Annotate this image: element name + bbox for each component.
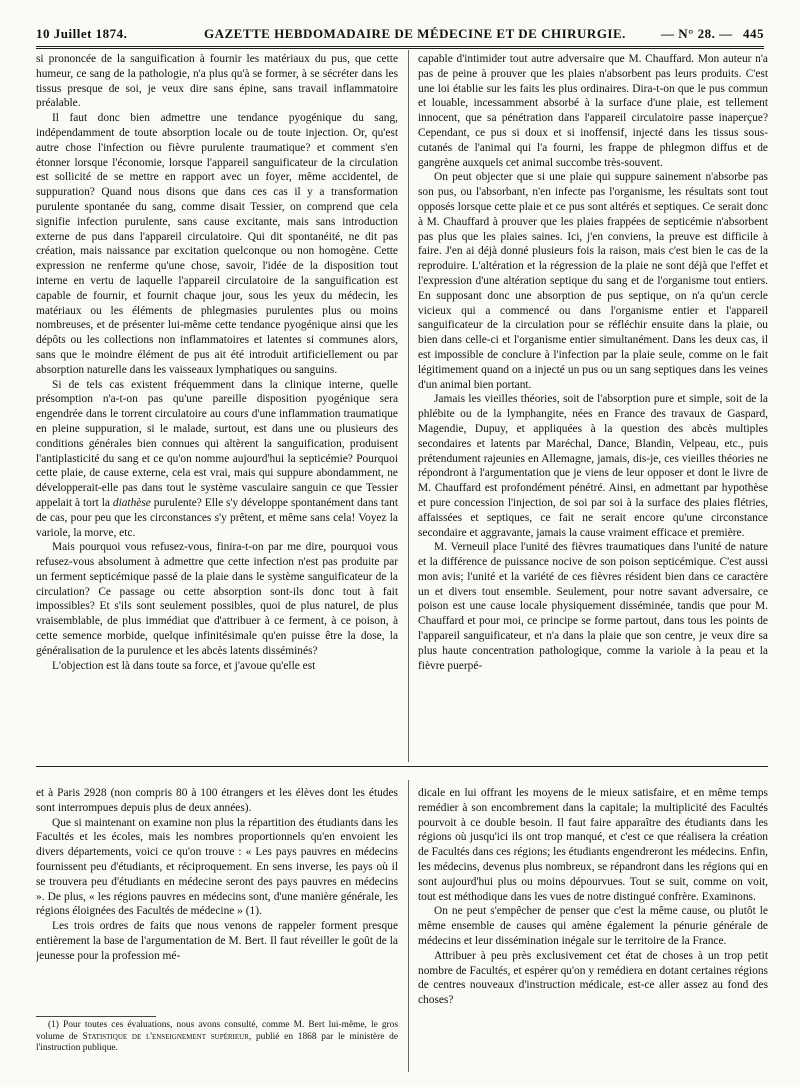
header-rule	[36, 46, 764, 49]
page-header	[36, 22, 764, 48]
article-column-left	[36, 52, 398, 760]
paragraph: L'objection est là dans toute sa force, et j'avoue qu'elle est	[52, 659, 316, 672]
paragraph: Jamais les vieilles théories, soit de l'absorption pure et simple, soit de la phlébite ou de la lymphangite, nées en France des travaux de Gaspard, Magendie, Dupuy, et appliquées à la question des abcès multiples secondaires et latents par Maréchal, Dance, Blandin, Velpeau, etc., puis prétendument rajeunies en Allemagne, jamais, dis-je, ces vieilles théories ne répondront à l'argumentation que je viens de leur opposer et dont le livre de M. Chauffard est profondément pénétré. Ainsi, en admettant par hypothèse et pure concession l'injection, de soi par soi à la surface des plaies flétries, affaissées et septiques, ce fait ne serait encore qu'une circonstance secondaire et aggravante, jamais la cause vraiment efficace et première.	[418, 393, 768, 539]
journal-title: GAZETTE HEBDOMADAIRE DE MÉDECINE ET DE CHIRURGIE.	[204, 26, 626, 41]
footnote-rule	[36, 1016, 156, 1017]
article-column-right	[418, 52, 768, 760]
paragraph: Attribuer à peu près exclusivement cet état de choses à un trop petit nombre de Facultés, et espérer qu'on y remédiera en dotant certaines régions de centres nouveaux d'instruction médicale, est-ce aller assez au fond des choses?	[418, 949, 768, 1007]
column-divider-bottom	[408, 780, 409, 1072]
paragraph: et à Paris 2928 (non compris 80 à 100 étrangers et les élèves dont les études sont interrompues depuis plus de deux années).	[36, 787, 398, 814]
paragraph: Il faut donc bien admettre une tendance pyogénique du sang, indépendamment de toute absorption locale ou de toute injection. Or, qu'est autre chose l'infection ou fièvre purulente traumatique? et comment s'en étonner lorsque l'économie, lorsque l'appareil sanguificateur de la circulation est sollicité de se mettre en rapport avec un foyer, même accidentel, de suppuration? Quand nous disons que dans ces cas il y a transformation purulente spontanée du sang, comme disait Tessier, on comprend que cela signifie infection purulente, sans cause excitante, mais sans introduction externe de pus dans l'appareil circulatoire. Qui dit spontanéité, ne dit pas création, mais naissance par excitation quelconque ou non homogène. Cette expression ne renferme qu'une chose, savoir, l'idée de la disposition tout interne en vertu de laquelle l'appareil circulatoire de la sanguification est capable de fournir, et fournit chaque jour, sous les yeux du médecin, les matériaux ou les éléments de phlegmasies purulentes plus ou moins nombreuses, et de présenter lui-même cette tendance pyogénique ainsi que les dépôts ou les collections non inflammatoires et latentes si communes alors, sans que le moindre élément de pus ait été introduit artificiellement ou par absorption naturelle dans les vaisseaux lymphatiques ou sanguins.	[36, 112, 398, 376]
paragraph: Les trois ordres de faits que nous venons de rappeler forment presque entièrement la base de l'argumentation de M. Bert. Il faut réveiller le goût de la jeunesse pour la profession mé-	[36, 920, 398, 962]
paragraph: capable d'intimider tout autre adversaire que M. Chauffard. Mon auteur n'a pas de peine à prouver que les plaies n'absorbent pas leurs produits. C'est une loi établie sur les faits les plus ordinaires. Dira-t-on que le pus commun et louable, incessamment absorbé à la surface d'une plaie, est tellement innocent, que sa pénétration dans l'appareil circulatoire passe inaperçue? Cependant, ce pus si doux et si inoffensif, injecté dans les tissus sous-cutanés de l'animal qui l'a fourni, les frappe de phlegmon diffus et de gangrène auxquels cet animal succombe très-souvent.	[418, 53, 768, 169]
issue-date: 10 Juillet 1874.	[36, 26, 128, 41]
paragraph: On ne peut s'empêcher de penser que c'est la même cause, ou plutôt le même ensemble de causes qui amène également la pénurie générale de médecins et leur dissémination inégale sur le territoire de la France.	[418, 905, 768, 947]
paragraph: dicale en lui offrant les moyens de le mieux satisfaire, et en même temps remédier à son encombrement dans la capitale; la multiplicité des Facultés pourvoit à ce double besoin. Il faut faire apparaître des étudiants dans les régions où jusqu'ici ils ont trop manqué, et c'est ce que réalisera la création de Facultés dans ces régions; les étudiants engendreront les médecins. Enfin, les médecins, devenus plus nombreux, se répandront dans les régions qui en sont aujourd'hui plus ou moins dépourvues. Tout se suit, comme on voit, tout est méthodique dans les vues de notre distingué confrère. Examinons.	[418, 787, 768, 903]
footnote: (1) Pour toutes ces évaluations, nous avons consulté, comme M. Bert lui-même, le gros volume de Statistique de l'enseignement supérieur, publié en 1868 par le ministère de l'instruction publique.	[36, 1020, 398, 1054]
paragraph: Que si maintenant on examine non plus la répartition des étudiants dans les Facultés et les écoles, mais les nombres proportionnels qu'en envoient les divers départements, voici ce qu'on trouve : « Les pays pauvres en médecins fournissent peu d'étudiants, et réciproquement. En sens inverse, les pays où il se trouvera peu d'étudiants en médecine seront des pays pauvres en médecins ». De plus, « les régions pauvres en médecins sont, d'une manière générale, les régions éloignées des Facultés de médecine » (1).	[36, 816, 398, 918]
paragraph: si prononcée de la sanguification à fournir les matériaux du pus, que cette humeur, ce sang de la pathologie, n'a plus qu'à se former, à se sécréter dans les tissus presque de soi, je veux dire sans épine, sans travail inflammatoire préalable.	[36, 53, 398, 110]
paragraph: M. Verneuil place l'unité des fièvres traumatiques dans l'unité de nature et la différence de puissance nocive de son poison septicémique. C'est aussi mon avis; l'unité et la variété de ces fièvres résident bien dans ce caractère un et divers tout ensemble. Seulement, pour notre savant adversaire, ce poison est une cause locale physiquement disséminée, tandis que pour M. Chauffard et pour moi, ce principe se forme partout, dans tous les points de l'appareil sanguificateur, et n'a dans la plaie que son centre, je veux dire sa plus haute concentration pathologique, comme la variole à la peau et la fièvre puerpé-	[418, 541, 768, 672]
paragraph: Mais pourquoi vous refusez-vous, finira-t-on par me dire, pourquoi vous refusez-vous absolument à admettre que cette infection n'est pas produite par un ferment septicémique passé de la plaie dans le système sanguificateur de la circulation? Ce passage ou cette absorption sont-ils donc tout à fait impossibles? Et s'ils sont seulement possibles, quoi de plus naturel, de plus vraisemblable, de plus immédiat que d'attribuer à ce ferment, à ce poison, à cette semence morbide, quelque infinitésimale qu'en puisse être la dose, la généralisation de la purulence et les abcès latents disséminés?	[36, 541, 398, 657]
paragraph: On peut objecter que si une plaie qui suppure sainement n'absorbe pas son pus, ou l'absorbant, n'en infecte pas l'organisme, les résultats sont tout opposés lorsque cette plaie et ce pus sont altérés et septiques. Ce serait donc à M. Chauffard à prouver que les plaies frappées de septicémie n'absorbent pas plus que les plaies saines. Ici, j'en conviens, la preuve est difficile à faire. J'en ai déjà donné plusieurs fois la raison, mais c'est bien le cas de la reproduire. L'altération et la régression de la plaie ne sont déjà que l'effet et l'expression d'une altération septique du sang et de l'organisme tout entiers. En supposant donc une absorption de pus septique, on n'a qu'un cercle vicieux qui a commencé ou dans l'organisme entier et l'appareil sanguificateur de la circulation pour se réfléchir ensuite dans la plaie, ou bien dans celle-ci et l'organisme entier simultanément. Dans les deux cas, il est impossible de conclure à l'infection par la plaie seule, comme on le fait légitimement quand on a injecté un pus ou un sang septiques dans les veines d'un animal bien portant.	[418, 171, 768, 391]
lower-column-left	[36, 786, 398, 1014]
page-number: 445	[743, 26, 764, 41]
lower-column-right	[418, 786, 768, 1076]
column-divider-top	[408, 50, 409, 762]
section-separator	[36, 766, 768, 767]
issue-number: — N° 28. —	[661, 26, 733, 41]
paragraph: Si de tels cas existent fréquemment dans la clinique interne, quelle présomption n'a-t-on pas qu'une pareille disposition pyogénique sera engendrée dans le torrent circulatoire au cours d'une inflammation traumatique en pleine suppuration, si le malade, surtout, est dans une ou plusieurs des conditions générales bien connues qui altèrent la sanguification, produisent l'antiplasticité du sang et ce qu'on nomme aujourd'hui la septicémie? Pourquoi cette plaie, de cause externe, cela est vrai, mais qui suppure abondamment, ne développerait-elle pas dans tout le système vasculaire sanguin ce que Tessier appelait à tort la diathèse purulente? Elle s'y développe spontanément dans tant de cas, pour peu que les circonstances s'y prêtent, et même sans cela! Voyez la variole, la morve, etc.	[36, 378, 398, 539]
